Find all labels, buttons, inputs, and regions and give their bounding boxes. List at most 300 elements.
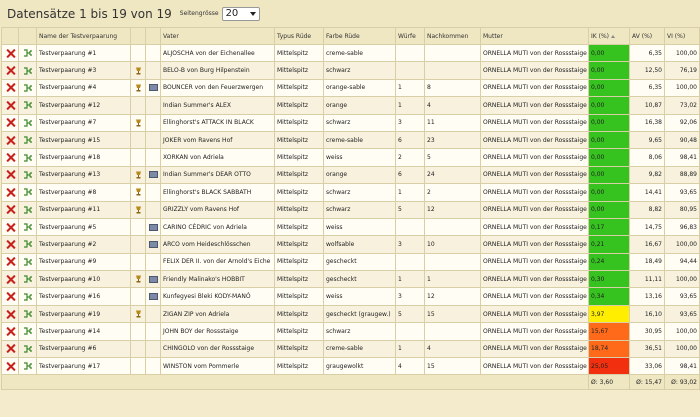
row-av: 9,65 <box>630 131 665 148</box>
row-typus: Mittelspitz <box>275 218 324 235</box>
row-ik: 0,00 <box>589 166 630 183</box>
row-mutter: ORNELLA MUTI von der Rossstaige <box>481 323 589 340</box>
row-nachkommen: 1 <box>425 271 481 288</box>
pedigree-icon[interactable] <box>23 67 33 74</box>
pedigree-icon[interactable] <box>23 311 33 318</box>
table-row[interactable] <box>2 114 700 131</box>
film-cell <box>146 340 161 357</box>
column-header-vi[interactable]: VI (%) <box>665 28 700 45</box>
row-vater: CHINGOLO von der Rossstaige <box>161 340 275 357</box>
row-name[interactable]: Testverpaarung #7 <box>37 114 131 131</box>
table-row[interactable] <box>2 166 700 183</box>
delete-icon[interactable] <box>6 205 15 214</box>
row-mutter: ORNELLA MUTI von der Rossstaige <box>481 358 589 375</box>
row-ik: 15,67 <box>589 323 630 340</box>
row-name[interactable]: Testverpaarung #16 <box>37 288 131 305</box>
row-vi: 100,00 <box>665 236 700 253</box>
delete-icon[interactable] <box>6 153 15 162</box>
column-header-typus[interactable]: Typus Rüde <box>275 28 324 45</box>
row-vater: Friendly Malinako's HOBBIT <box>161 271 275 288</box>
row-typus: Mittelspitz <box>275 201 324 218</box>
header-film <box>146 28 161 45</box>
column-header-ik-label: IK (%) <box>591 32 609 40</box>
cup-cell <box>131 114 146 131</box>
column-header-av[interactable]: AV (%) <box>630 28 665 45</box>
delete-icon[interactable] <box>6 49 15 58</box>
column-header-wuerfe[interactable]: Würfe <box>396 28 425 45</box>
delete-cell <box>2 218 19 235</box>
row-mutter: ORNELLA MUTI von der Rossstaige <box>481 236 589 253</box>
row-mutter: ORNELLA MUTI von der Rossstaige <box>481 114 589 131</box>
table-row[interactable] <box>2 253 700 270</box>
row-nachkommen: 4 <box>425 97 481 114</box>
pedigree-icon[interactable] <box>23 345 33 352</box>
delete-icon[interactable] <box>6 310 15 319</box>
column-header-farbe[interactable]: Farbe Rüde <box>324 28 396 45</box>
row-av: 9,82 <box>630 166 665 183</box>
delete-cell <box>2 358 19 375</box>
row-nachkommen: 8 <box>425 79 481 96</box>
pedigree-icon[interactable] <box>23 137 33 144</box>
row-vi: 98,41 <box>665 358 700 375</box>
pedigree-icon[interactable] <box>23 119 33 126</box>
delete-cell <box>2 97 19 114</box>
pedigree-cell <box>19 184 37 201</box>
pedigree-icon[interactable] <box>23 206 33 213</box>
row-typus: Mittelspitz <box>275 288 324 305</box>
delete-cell <box>2 184 19 201</box>
photo-icon[interactable] <box>149 276 158 283</box>
row-av: 14,41 <box>630 184 665 201</box>
row-typus: Mittelspitz <box>275 236 324 253</box>
summary-vi: Ø: 93,02 <box>665 375 700 390</box>
film-cell <box>146 288 161 305</box>
pedigree-icon[interactable] <box>23 241 33 248</box>
row-mutter: ORNELLA MUTI von der Rossstaige <box>481 305 589 322</box>
row-name[interactable]: Testverpaarung #19 <box>37 305 131 322</box>
row-mutter: ORNELLA MUTI von der Rossstaige <box>481 201 589 218</box>
photo-icon[interactable] <box>149 224 158 231</box>
row-typus: Mittelspitz <box>275 358 324 375</box>
row-wuerfe: 5 <box>396 305 425 322</box>
row-name[interactable]: Testverpaarung #11 <box>37 201 131 218</box>
page-title: Datensätze 1 bis 19 von 19 <box>7 6 172 21</box>
pedigree-cell <box>19 236 37 253</box>
table-row[interactable] <box>2 236 700 253</box>
column-header-ik[interactable] <box>589 28 630 45</box>
row-mutter: ORNELLA MUTI von der Rossstaige <box>481 184 589 201</box>
row-farbe: orange <box>324 97 396 114</box>
row-typus: Mittelspitz <box>275 149 324 166</box>
row-vater: ALJOSCHA von der Eichenallee <box>161 45 275 62</box>
table-row[interactable] <box>2 271 700 288</box>
row-ik: 0,00 <box>589 131 630 148</box>
photo-icon[interactable] <box>149 84 158 91</box>
row-vi: 93,65 <box>665 288 700 305</box>
delete-cell <box>2 323 19 340</box>
delete-icon[interactable] <box>6 83 15 92</box>
row-nachkommen: 12 <box>425 288 481 305</box>
pedigree-icon[interactable] <box>23 276 33 283</box>
delete-cell <box>2 45 19 62</box>
pedigree-cell <box>19 323 37 340</box>
row-av: 8,82 <box>630 201 665 218</box>
delete-cell <box>2 236 19 253</box>
summary-row <box>2 375 700 390</box>
delete-icon[interactable] <box>6 188 15 197</box>
delete-icon[interactable] <box>6 362 15 371</box>
header-cup <box>131 28 146 45</box>
row-name[interactable]: Testverpaarung #10 <box>37 271 131 288</box>
row-vater: GRIZZLY vom Ravens Hof <box>161 201 275 218</box>
cup-cell <box>131 97 146 114</box>
film-cell <box>146 236 161 253</box>
column-header-mutter[interactable]: Mutter <box>481 28 589 45</box>
row-nachkommen: 12 <box>425 201 481 218</box>
row-vater: XORKAN von Adriela <box>161 149 275 166</box>
row-farbe: creme-sable <box>324 131 396 148</box>
row-mutter: ORNELLA MUTI von der Rossstaige <box>481 271 589 288</box>
row-vater: ARCO vom Heideschlösschen <box>161 236 275 253</box>
film-cell <box>146 253 161 270</box>
row-mutter: ORNELLA MUTI von der Rossstaige <box>481 62 589 79</box>
pedigree-cell <box>19 79 37 96</box>
row-nachkommen: 15 <box>425 358 481 375</box>
header-delete <box>2 28 19 45</box>
row-typus: Mittelspitz <box>275 97 324 114</box>
cup-cell <box>131 236 146 253</box>
row-wuerfe: 6 <box>396 166 425 183</box>
pedigree-icon[interactable] <box>23 328 33 335</box>
row-name[interactable]: Testverpaarung #15 <box>37 131 131 148</box>
delete-icon[interactable] <box>6 223 15 232</box>
row-vi: 92,06 <box>665 114 700 131</box>
row-nachkommen: 4 <box>425 340 481 357</box>
pedigree-cell <box>19 305 37 322</box>
pedigree-cell <box>19 62 37 79</box>
pedigree-icon[interactable] <box>23 50 33 57</box>
delete-icon[interactable] <box>6 101 15 110</box>
page-size-label: Seitengrösse <box>179 10 219 17</box>
row-vi: 93,65 <box>665 184 700 201</box>
pedigree-icon[interactable] <box>23 102 33 109</box>
row-farbe: schwarz <box>324 323 396 340</box>
row-farbe: schwarz <box>324 62 396 79</box>
row-farbe: orange-sable <box>324 79 396 96</box>
film-cell <box>146 166 161 183</box>
delete-icon[interactable] <box>6 257 15 266</box>
row-farbe: schwarz <box>324 184 396 201</box>
row-av: 16,67 <box>630 236 665 253</box>
row-av: 12,50 <box>630 62 665 79</box>
pedigree-icon[interactable] <box>23 363 33 370</box>
row-vi: 98,41 <box>665 149 700 166</box>
table-row[interactable] <box>2 340 700 357</box>
row-name[interactable]: Testverpaarung #14 <box>37 323 131 340</box>
row-av: 30,95 <box>630 323 665 340</box>
pedigree-icon[interactable] <box>23 154 33 161</box>
column-header-nachkommen[interactable]: Nachkommen <box>425 28 481 45</box>
delete-icon[interactable] <box>6 240 15 249</box>
column-header-name[interactable]: Name der Testverpaarung <box>37 28 131 45</box>
pedigree-icon[interactable] <box>23 293 33 300</box>
table-row[interactable] <box>2 149 700 166</box>
row-av: 6,35 <box>630 79 665 96</box>
pedigree-cell <box>19 114 37 131</box>
row-ik: 0,00 <box>589 149 630 166</box>
table-row[interactable] <box>2 97 700 114</box>
pedigree-cell <box>19 97 37 114</box>
row-vi: 96,83 <box>665 218 700 235</box>
pedigree-icon[interactable] <box>23 189 33 196</box>
row-farbe: weiss <box>324 288 396 305</box>
row-name[interactable]: Testverpaarung #2 <box>37 236 131 253</box>
row-vi: 100,00 <box>665 45 700 62</box>
pedigree-icon[interactable] <box>23 84 33 91</box>
row-av: 36,51 <box>630 340 665 357</box>
cup-cell <box>131 305 146 322</box>
sort-icon <box>611 35 615 38</box>
row-nachkommen: 11 <box>425 114 481 131</box>
summary-av: Ø: 15,47 <box>630 375 665 390</box>
row-typus: Mittelspitz <box>275 323 324 340</box>
row-wuerfe: 1 <box>396 340 425 357</box>
pedigree-cell <box>19 149 37 166</box>
row-name[interactable]: Testverpaarung #13 <box>37 166 131 183</box>
row-nachkommen: 23 <box>425 131 481 148</box>
table-row[interactable] <box>2 323 700 340</box>
row-vater: Ellinghorst's ATTACK IN BLACK <box>161 114 275 131</box>
table-row[interactable] <box>2 305 700 322</box>
film-cell <box>146 271 161 288</box>
row-name[interactable]: Testverpaarung #9 <box>37 253 131 270</box>
delete-icon[interactable] <box>6 275 15 284</box>
table-row[interactable] <box>2 218 700 235</box>
delete-cell <box>2 149 19 166</box>
row-vi: 80,95 <box>665 201 700 218</box>
row-vater: Ellinghorst's BLACK SABBATH <box>161 184 275 201</box>
trophy-icon <box>135 206 142 213</box>
row-ik: 0,00 <box>589 201 630 218</box>
film-cell <box>146 305 161 322</box>
row-wuerfe <box>396 218 425 235</box>
delete-icon[interactable] <box>6 66 15 75</box>
pedigree-cell <box>19 131 37 148</box>
row-vi: 100,00 <box>665 323 700 340</box>
row-vater: WINSTON vom Pommerle <box>161 358 275 375</box>
table-row[interactable] <box>2 288 700 305</box>
table-row[interactable] <box>2 184 700 201</box>
table-body <box>2 45 700 375</box>
delete-icon[interactable] <box>6 170 15 179</box>
row-name[interactable]: Testverpaarung #6 <box>37 340 131 357</box>
pedigree-cell <box>19 340 37 357</box>
row-typus: Mittelspitz <box>275 45 324 62</box>
film-cell <box>146 218 161 235</box>
pedigree-cell <box>19 218 37 235</box>
row-wuerfe: 5 <box>396 201 425 218</box>
delete-cell <box>2 288 19 305</box>
row-ik: 0,24 <box>589 253 630 270</box>
photo-icon[interactable] <box>149 241 158 248</box>
row-name[interactable]: Testverpaarung #18 <box>37 149 131 166</box>
row-typus: Mittelspitz <box>275 166 324 183</box>
row-vi: 90,48 <box>665 131 700 148</box>
row-nachkommen <box>425 62 481 79</box>
row-vater: Indian Summer's ALEX <box>161 97 275 114</box>
row-mutter: ORNELLA MUTI von der Rossstaige <box>481 253 589 270</box>
delete-icon[interactable] <box>6 118 15 127</box>
table-row[interactable] <box>2 62 700 79</box>
delete-cell <box>2 201 19 218</box>
row-typus: Mittelspitz <box>275 253 324 270</box>
row-av: 11,11 <box>630 271 665 288</box>
row-vi: 100,00 <box>665 79 700 96</box>
row-ik: 0,00 <box>589 184 630 201</box>
pedigree-cell <box>19 201 37 218</box>
film-cell <box>146 97 161 114</box>
row-vater: CARINO CÉDRIC von Adriela <box>161 218 275 235</box>
page-size-select[interactable] <box>222 7 260 21</box>
table-row[interactable] <box>2 131 700 148</box>
row-vi: 100,00 <box>665 271 700 288</box>
row-nachkommen <box>425 45 481 62</box>
table-row[interactable] <box>2 45 700 62</box>
pedigree-icon[interactable] <box>23 224 33 231</box>
row-ik: 3,97 <box>589 305 630 322</box>
row-typus: Mittelspitz <box>275 114 324 131</box>
delete-cell <box>2 305 19 322</box>
row-mutter: ORNELLA MUTI von der Rossstaige <box>481 45 589 62</box>
cup-cell <box>131 166 146 183</box>
row-name[interactable]: Testverpaarung #1 <box>37 45 131 62</box>
film-cell <box>146 149 161 166</box>
pedigree-icon[interactable] <box>23 171 33 178</box>
row-vater: Kunfegyesi Bleki KODY-MANÓ <box>161 288 275 305</box>
row-farbe: wolfsable <box>324 236 396 253</box>
row-name[interactable]: Testverpaarung #4 <box>37 79 131 96</box>
cup-cell <box>131 79 146 96</box>
row-nachkommen: 2 <box>425 184 481 201</box>
column-header-vater[interactable]: Vater <box>161 28 275 45</box>
row-wuerfe <box>396 253 425 270</box>
photo-icon[interactable] <box>149 171 158 178</box>
pedigree-cell <box>19 45 37 62</box>
row-farbe: creme-sable <box>324 45 396 62</box>
row-farbe: weiss <box>324 218 396 235</box>
film-cell <box>146 114 161 131</box>
row-vi: 73,02 <box>665 97 700 114</box>
row-farbe: schwarz <box>324 114 396 131</box>
row-farbe: gescheckt <box>324 271 396 288</box>
row-nachkommen: 15 <box>425 305 481 322</box>
row-vater: Indian Summer's DEAR OTTO <box>161 166 275 183</box>
table-row[interactable] <box>2 358 700 375</box>
film-cell <box>146 79 161 96</box>
row-name[interactable]: Testverpaarung #5 <box>37 218 131 235</box>
row-vater: BOUNCER von den Feuerzwergen <box>161 79 275 96</box>
delete-cell <box>2 131 19 148</box>
film-cell <box>146 323 161 340</box>
cup-cell <box>131 149 146 166</box>
row-mutter: ORNELLA MUTI von der Rossstaige <box>481 166 589 183</box>
row-wuerfe <box>396 62 425 79</box>
row-wuerfe: 3 <box>396 288 425 305</box>
row-wuerfe <box>396 323 425 340</box>
row-name[interactable]: Testverpaarung #12 <box>37 97 131 114</box>
pedigree-cell <box>19 271 37 288</box>
row-mutter: ORNELLA MUTI von der Rossstaige <box>481 79 589 96</box>
row-farbe: gescheckt (graugew.) <box>324 305 396 322</box>
table-row[interactable] <box>2 201 700 218</box>
row-wuerfe: 4 <box>396 358 425 375</box>
delete-cell <box>2 62 19 79</box>
row-nachkommen: 5 <box>425 149 481 166</box>
table-row[interactable] <box>2 79 700 96</box>
results-table <box>1 27 700 390</box>
row-mutter: ORNELLA MUTI von der Rossstaige <box>481 131 589 148</box>
row-av: 6,35 <box>630 45 665 62</box>
row-farbe: graugewolkt <box>324 358 396 375</box>
row-ik: 0,00 <box>589 97 630 114</box>
delete-icon[interactable] <box>6 292 15 301</box>
photo-icon[interactable] <box>149 293 158 300</box>
row-farbe: gescheckt <box>324 253 396 270</box>
table-header-row <box>2 28 700 45</box>
film-cell <box>146 62 161 79</box>
row-av: 14,75 <box>630 218 665 235</box>
cup-cell <box>131 184 146 201</box>
row-wuerfe: 2 <box>396 149 425 166</box>
row-ik: 0,00 <box>589 62 630 79</box>
delete-cell <box>2 114 19 131</box>
row-typus: Mittelspitz <box>275 184 324 201</box>
pedigree-cell <box>19 358 37 375</box>
page-size-value: 20 <box>225 8 239 19</box>
row-ik: 0,17 <box>589 218 630 235</box>
row-mutter: ORNELLA MUTI von der Rossstaige <box>481 149 589 166</box>
delete-icon[interactable] <box>6 327 15 336</box>
film-cell <box>146 201 161 218</box>
row-vi: 88,89 <box>665 166 700 183</box>
row-mutter: ORNELLA MUTI von der Rossstaige <box>481 97 589 114</box>
pedigree-icon[interactable] <box>23 258 33 265</box>
trophy-icon <box>135 84 142 91</box>
row-typus: Mittelspitz <box>275 340 324 357</box>
cup-cell <box>131 340 146 357</box>
row-ik: 0,34 <box>589 288 630 305</box>
row-name[interactable]: Testverpaarung #8 <box>37 184 131 201</box>
delete-icon[interactable] <box>6 136 15 145</box>
film-cell <box>146 358 161 375</box>
cup-cell <box>131 131 146 148</box>
row-mutter: ORNELLA MUTI von der Rossstaige <box>481 218 589 235</box>
row-name[interactable]: Testverpaarung #17 <box>37 358 131 375</box>
cup-cell <box>131 271 146 288</box>
pedigree-cell <box>19 253 37 270</box>
pedigree-cell <box>19 288 37 305</box>
trophy-icon <box>135 119 142 126</box>
row-name[interactable]: Testverpaarung #3 <box>37 62 131 79</box>
cup-cell <box>131 201 146 218</box>
row-ik: 0,00 <box>589 45 630 62</box>
delete-icon[interactable] <box>6 344 15 353</box>
row-wuerfe: 1 <box>396 79 425 96</box>
row-ik: 18,74 <box>589 340 630 357</box>
pedigree-cell <box>19 166 37 183</box>
delete-cell <box>2 253 19 270</box>
trophy-icon <box>135 67 142 74</box>
